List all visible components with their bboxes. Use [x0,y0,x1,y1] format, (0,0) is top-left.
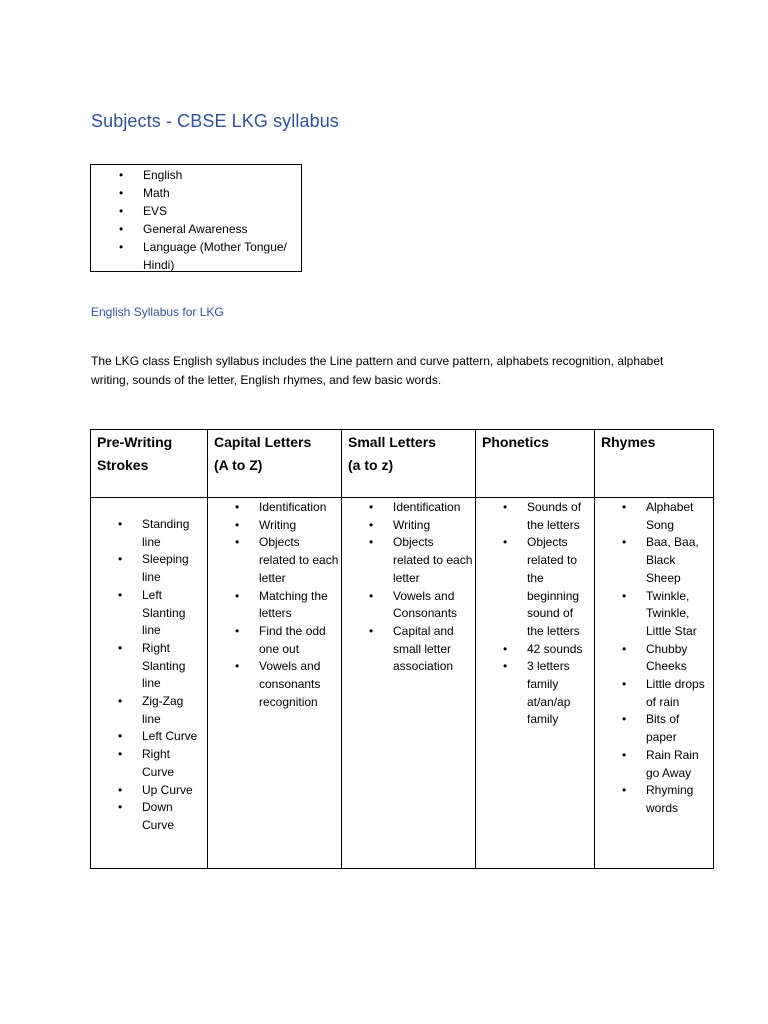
list-item: • Chubby Cheeks [646,641,710,676]
list-item: • Identification [393,499,473,517]
cell-list [393,499,473,676]
table-cell-small-letters [342,498,476,869]
header-line: Pre-Writing [97,434,173,450]
header-cell [208,430,342,498]
header-line: Capital Letters [214,434,312,450]
header-line: (a to z) [348,457,394,473]
list-item: • Alphabet Song [646,499,710,534]
list-item: • Twinkle, Twinkle, Little Star [646,588,710,641]
list-item: • English [143,166,293,184]
list-item: • Right Slanting line [142,640,200,693]
page-title: Subjects - CBSE LKG syllabus [91,111,339,131]
table-cell-rhymes [595,498,714,869]
header-cell [595,430,714,498]
list-item: • Matching the letters [259,588,339,623]
list-item: • Capital and small letter association [393,623,473,676]
list-item: • Math [143,184,293,202]
syllabus-table [90,429,714,869]
list-item: • Find the odd one out [259,623,339,658]
cell-list [142,516,200,835]
cell-list [527,499,593,729]
list-item: • Objects related to the beginning sound of the letters [527,534,593,640]
header-cell [476,430,595,498]
list-item: • Vowels and Consonants [393,588,473,623]
cell-list [259,499,339,711]
table-row [91,498,714,869]
subjects-list [143,166,293,274]
list-item: • Writing [259,517,339,535]
cell-list [646,499,710,818]
list-item: • Rain Rain go Away [646,747,710,782]
header-line: Rhymes [601,434,656,450]
header-cell [91,430,208,498]
list-item: • Zig-Zag line [142,693,200,728]
list-item: • Right Curve [142,746,200,781]
list-item: • Sounds of the letters [527,499,593,534]
intro-paragraph: The LKG class English syllabus includes the Line pattern and curve pattern, alphabets recognition, alphabet writing, sounds of the letter, English rhymes, and few basic words. [91,354,664,387]
header-line: Phonetics [482,434,549,450]
table-cell-phonetics [476,498,595,869]
list-item: • Objects related to each letter [393,534,473,587]
list-item: • Down Curve [142,799,200,834]
list-item: • Rhyming words [646,782,710,817]
list-item: • Left Slanting line [142,587,200,640]
list-item: • Sleeping line [142,551,200,586]
list-item: • 3 letters family at/an/ap family [527,658,593,729]
list-item: • Language (Mother Tongue/ Hindi) [143,238,293,274]
table-cell-capital-letters [208,498,342,869]
english-syllabus-heading: English Syllabus for LKG [91,305,224,319]
list-item: • Little drops of rain [646,676,710,711]
list-item: • Vowels and consonants recognition [259,658,339,711]
header-cell [342,430,476,498]
list-item: • Baa, Baa, Black Sheep [646,534,710,587]
header-line: (A to Z) [214,457,263,473]
list-item: • Objects related to each letter [259,534,339,587]
list-item: • Up Curve [142,782,200,800]
subjects-box [90,164,302,272]
header-line: Small Letters [348,434,436,450]
list-item: • Identification [259,499,339,517]
list-item: • Standing line [142,516,200,551]
list-item: • EVS [143,202,293,220]
header-line: Strokes [97,457,149,473]
list-item: • General Awareness [143,220,293,238]
list-item: • 42 sounds [527,641,593,659]
table-cell-pre-writing [91,498,208,869]
table-header-row [91,430,714,498]
list-item: • Bits of paper [646,711,710,746]
list-item: • Writing [393,517,473,535]
list-item: • Left Curve [142,728,200,746]
